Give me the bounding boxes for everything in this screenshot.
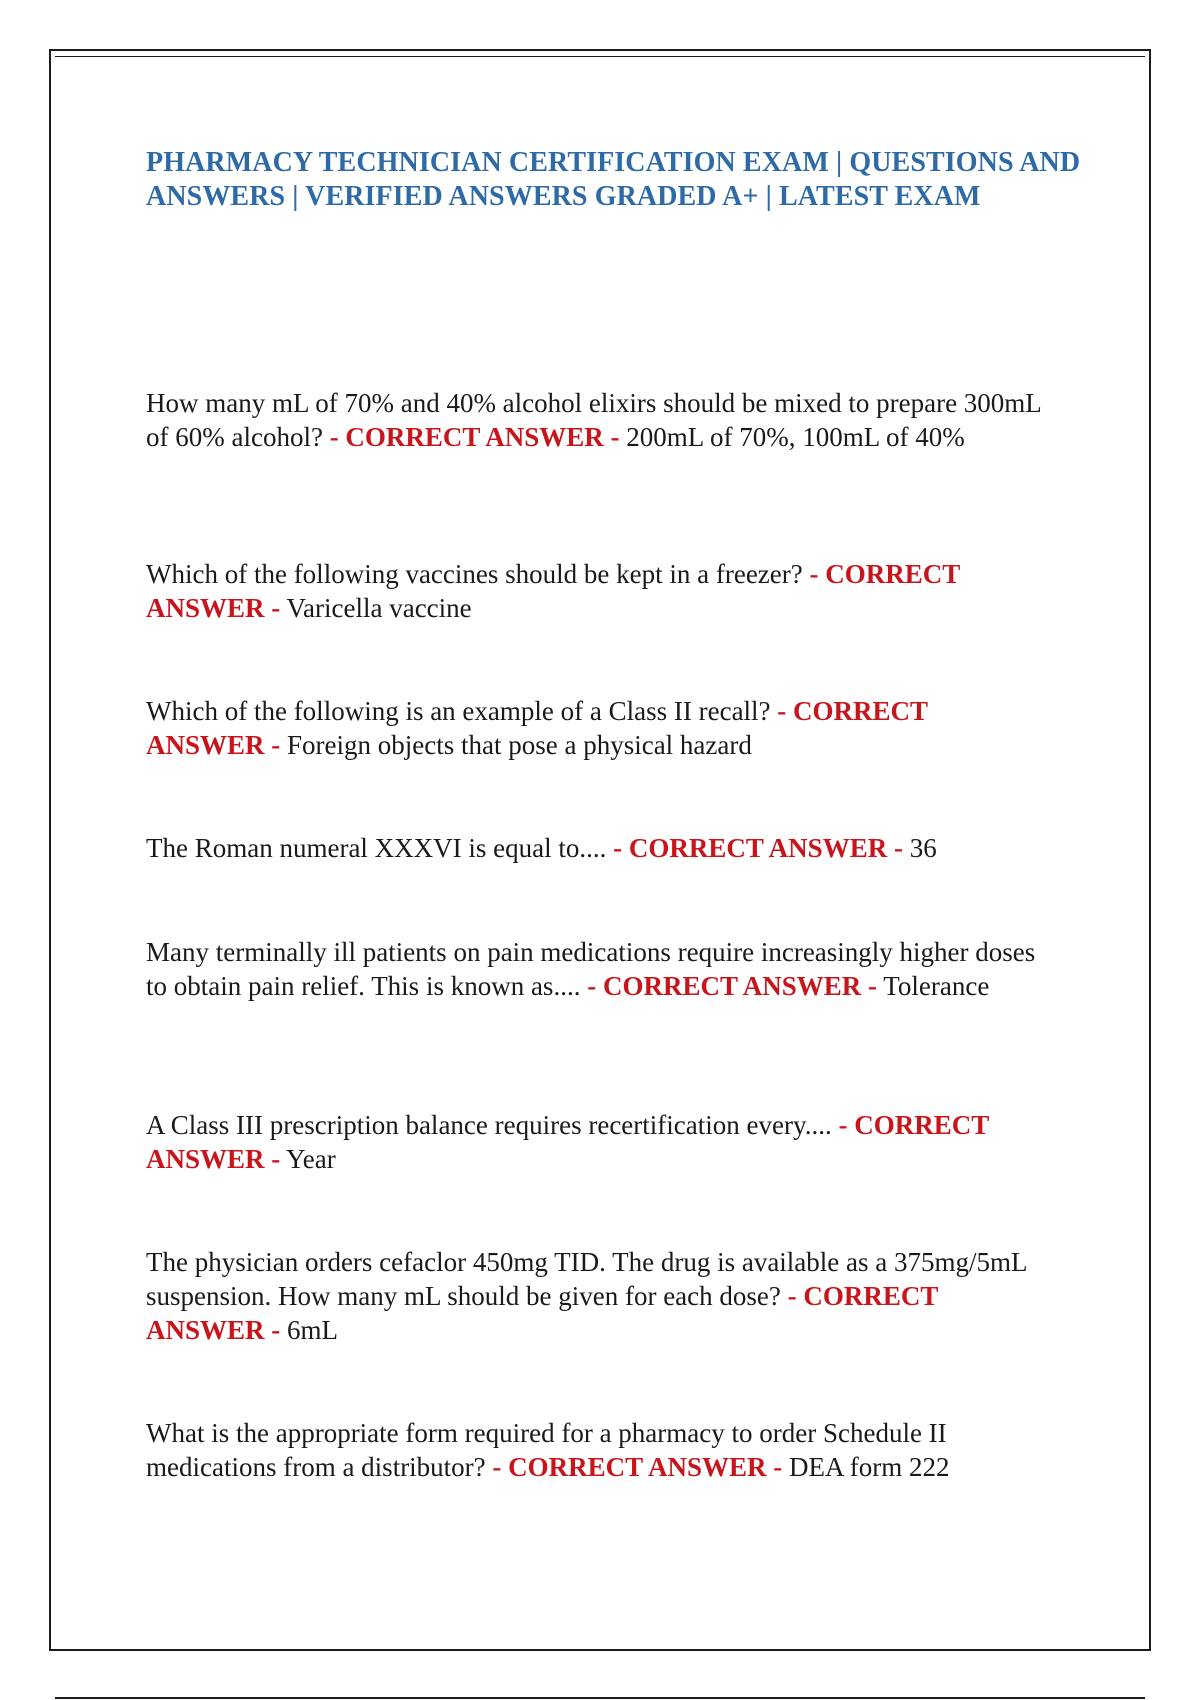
- bottom-rule: [55, 1697, 1145, 1699]
- qa-item-7: [146, 1245, 1046, 1347]
- question-7: The physician orders cefaclor 450mg TID. The drug is available as a 375mg/5mL suspension. How many mL should be given for each dose?: [146, 1247, 1027, 1311]
- answer-label-6: - CORRECT ANSWER -: [146, 1110, 989, 1174]
- answer-label-8: - CORRECT ANSWER -: [492, 1452, 783, 1482]
- answer-2: Varicella vaccine: [286, 593, 472, 623]
- question-6: A Class III prescription balance requires recertification every....: [146, 1110, 832, 1140]
- answer-label-1: - CORRECT ANSWER -: [329, 422, 620, 452]
- answer-label-3: - CORRECT ANSWER -: [146, 696, 928, 760]
- question-4: The Roman numeral XXXVI is equal to....: [146, 833, 607, 863]
- question-2: Which of the following vaccines should be kept in a freezer?: [146, 559, 803, 589]
- answer-label-5: - CORRECT ANSWER -: [587, 971, 877, 1001]
- question-5: Many terminally ill patients on pain medications require increasingly higher doses to obtain pain relief. This is known as....: [146, 937, 1036, 1001]
- answer-8: DEA form 222: [788, 1452, 950, 1482]
- qa-item-3: [146, 694, 1046, 762]
- answer-label-7: - CORRECT ANSWER -: [146, 1281, 938, 1345]
- qa-item-4: [146, 831, 1046, 865]
- answer-5: Tolerance: [883, 971, 990, 1001]
- answer-4: 36: [909, 833, 937, 863]
- question-8: What is the appropriate form required for a pharmacy to order Schedule II medications from a distributor?: [146, 1418, 947, 1482]
- top-rule: [55, 56, 1145, 57]
- answer-6: Year: [286, 1144, 336, 1174]
- question-1: How many mL of 70% and 40% alcohol elixirs should be mixed to prepare 300mL of 60% alcohol?: [146, 388, 1041, 452]
- answer-label-2: - CORRECT ANSWER -: [146, 559, 960, 623]
- qa-item-2: [146, 557, 1046, 625]
- qa-item-8: [146, 1416, 1046, 1484]
- qa-item-5: [146, 935, 1046, 1003]
- document-title: PHARMACY TECHNICIAN CERTIFICATION EXAM | QUESTIONS AND ANSWERS | VERIFIED ANSWERS GRADED A+ | LATEST EXAM: [146, 147, 1081, 212]
- qa-item-6: [146, 1108, 1046, 1176]
- question-3: Which of the following is an example of a Class II recall?: [146, 696, 771, 726]
- answer-7: 6mL: [287, 1315, 339, 1345]
- answer-3: Foreign objects that pose a physical hazard: [287, 730, 752, 760]
- answer-label-4: - CORRECT ANSWER -: [613, 833, 903, 863]
- answer-1: 200mL of 70%, 100mL of 40%: [626, 422, 965, 452]
- qa-item-1: [146, 386, 1046, 454]
